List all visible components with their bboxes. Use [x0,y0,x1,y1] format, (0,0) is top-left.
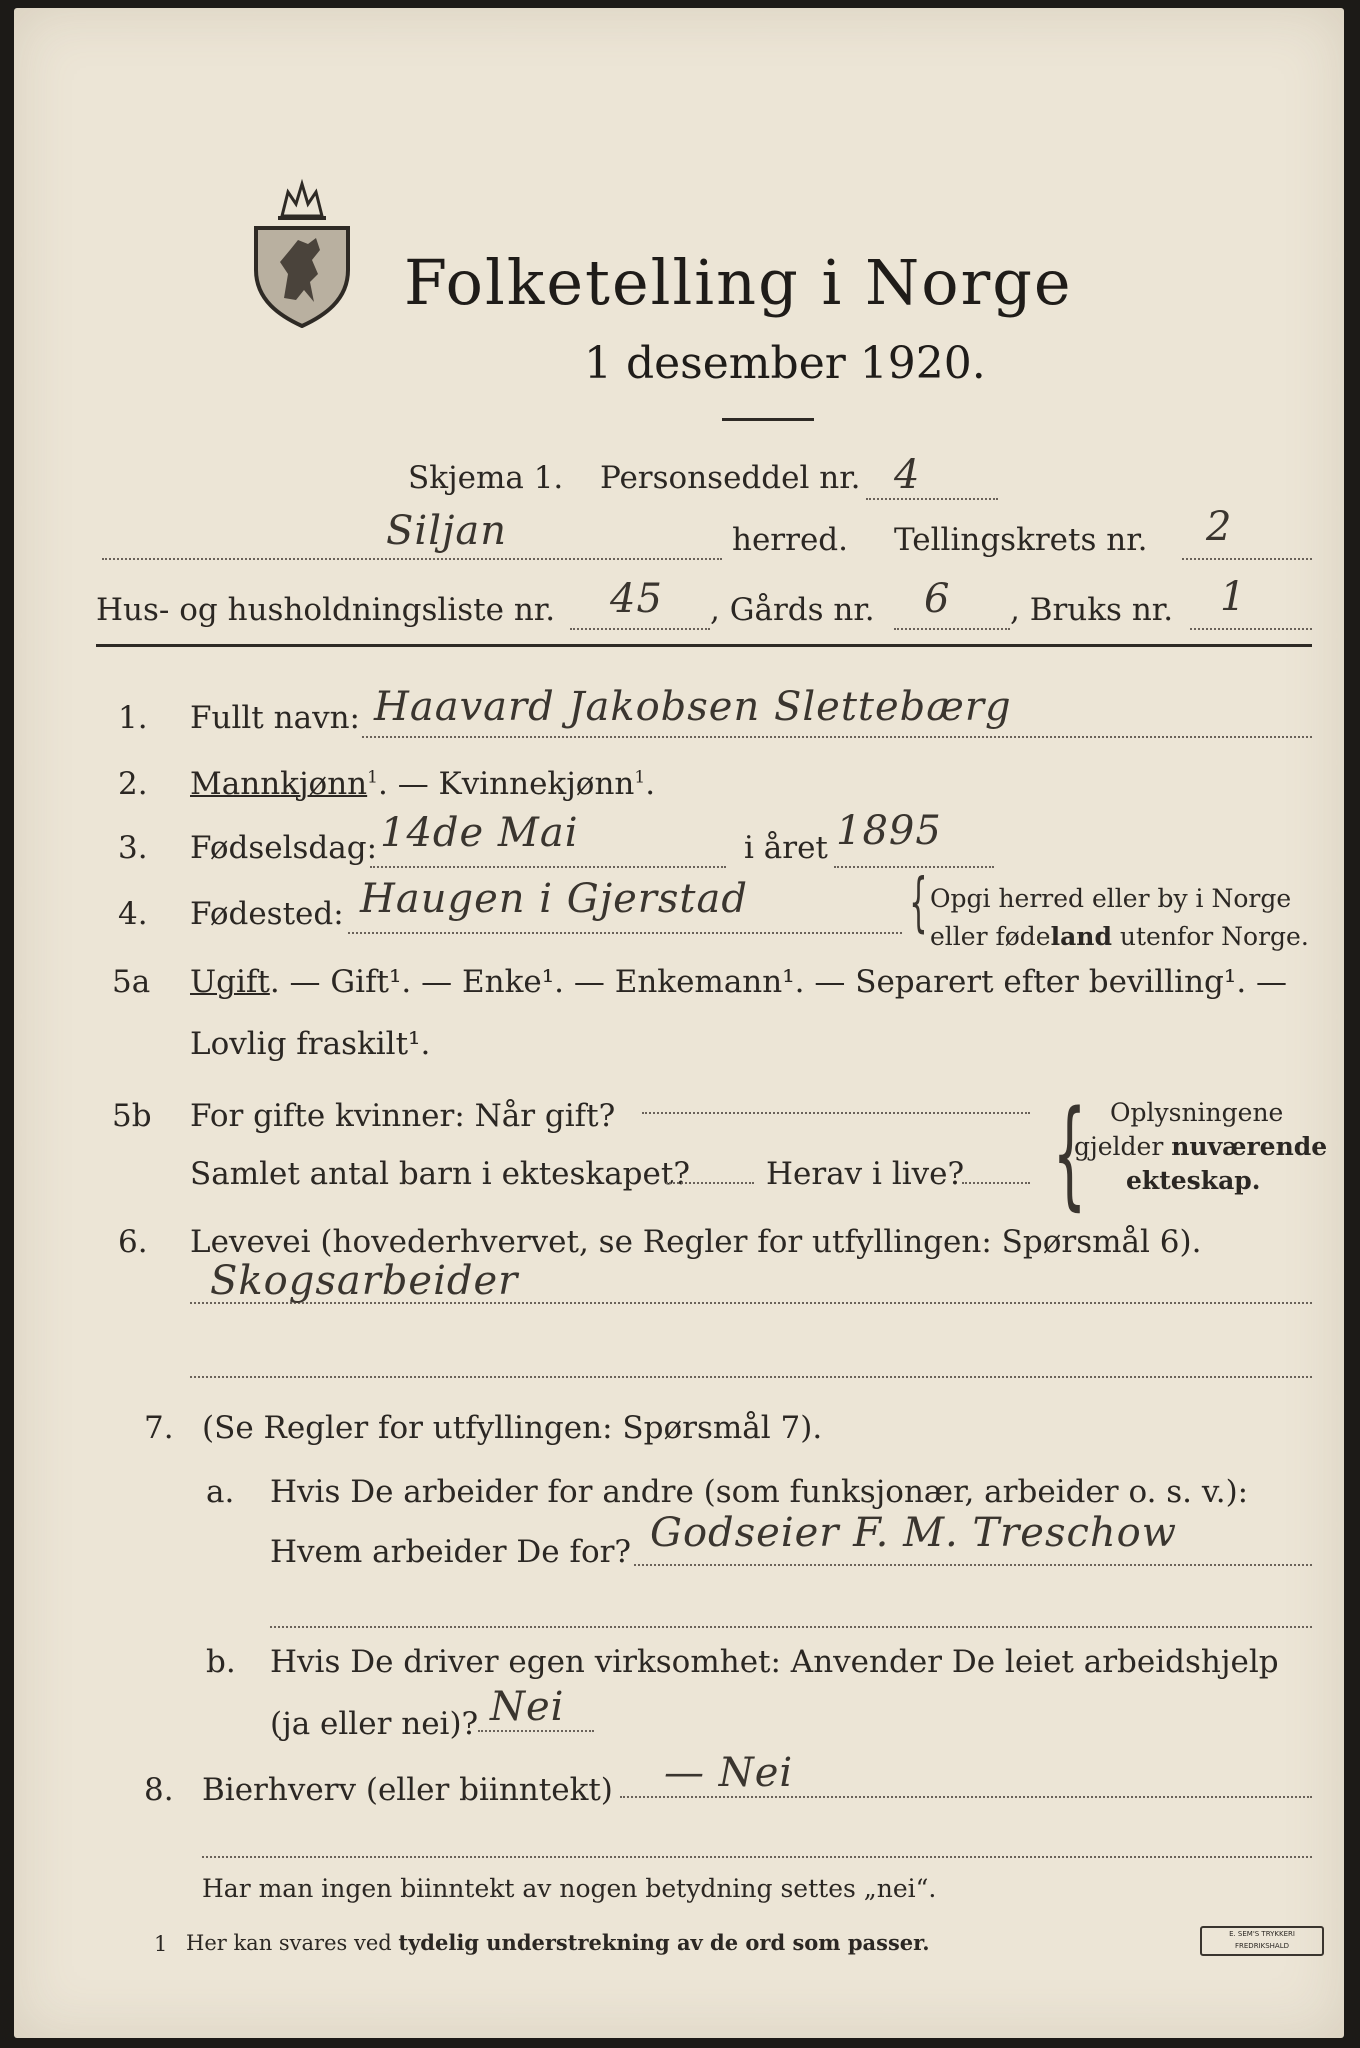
birthplace-dotted-line [348,932,902,934]
husholdningsliste-value[interactable]: 45 [610,576,663,622]
census-form-sheet [14,8,1344,2038]
q8-number: 8. [144,1772,174,1808]
birthplace-note-line1: Opgi herred eller by i Norge [930,884,1292,913]
children-count-label: Samlet antal barn i ekteskapet? [190,1156,690,1192]
employer-value[interactable]: Godseier F. M. Treschow [650,1510,1177,1556]
gender-end: . [645,766,656,802]
marital-fraskilt[interactable]: Lovlig fraskilt¹. [190,1026,431,1062]
birthplace-note-line2: eller fødeland utenfor Norge. [930,922,1309,951]
q7b-letter: b. [206,1644,236,1680]
gender-options [190,766,655,802]
hired-help-value[interactable]: Nei [490,1684,565,1730]
q6-number: 6. [118,1224,148,1260]
q5a-number: 5a [112,964,151,1000]
bruks-value[interactable]: 1 [1220,574,1247,620]
gender-male-footnote-mark: 1 [367,767,378,788]
nei-instruction: Har man ingen biinntekt av nogen betydning settes „nei“. [202,1874,937,1903]
bruks-label: , Bruks nr. [1010,592,1174,628]
q3-number: 3. [118,830,148,866]
gards-label: , Gårds nr. [710,592,875,628]
occupation-dotted-line-2 [190,1376,1312,1378]
title-divider [722,418,814,421]
hired-help-dotted-line [478,1730,594,1732]
gards-value[interactable]: 6 [924,576,951,622]
q4-number: 4. [118,896,148,932]
married-when-label: For gifte kvinner: Når gift? [190,1098,616,1134]
birthday-dotted-line [370,866,726,868]
birth-year-label: i året [744,830,828,866]
q7a-label: Hvis De arbeider for andre (som funksjonær, arbeider o. s. v.): [270,1474,1249,1510]
q1-number: 1. [118,700,148,736]
marriage-note-line1: Oplysningene [1110,1098,1284,1127]
husholdningsliste-dotted-line [570,628,710,630]
full-name-value[interactable]: Haavard Jakobsen Slettebærg [374,684,1012,730]
gender-male[interactable]: Mannkjønn [190,766,368,802]
herred-value[interactable]: Siljan [386,508,507,554]
marital-status-options [190,964,1287,1000]
footnote-mark: 1 [154,1932,168,1956]
tellingskrets-label: Tellingskrets nr. [894,522,1148,558]
skjema-label: Skjema 1. [408,460,564,496]
birth-year-value[interactable]: 1895 [836,808,942,854]
birthplace-label: Fødested: [190,896,344,932]
birthplace-value[interactable]: Haugen i Gjerstad [360,876,748,922]
birthplace-note-brace: { [909,866,928,940]
herred-label: herred. [732,522,848,558]
form-title: Folketelling i Norge [404,246,1073,319]
secondary-income-dotted-line-2 [202,1856,1312,1858]
marital-ugift[interactable]: Ugift [190,964,270,1000]
employer-label: Hvem arbeider De for? [270,1534,632,1570]
printer-stamp: E. SEM'S TRYKKERI FREDRIKSHALD [1200,1926,1324,1956]
birthday-value[interactable]: 14de Mai [380,810,579,856]
married-when-dotted-line [642,1112,1030,1114]
marriage-note-line3: ekteskap. [1126,1166,1261,1195]
q2-number: 2. [118,766,148,802]
gender-female-footnote-mark: 1 [634,767,646,788]
q7-number: 7. [144,1410,174,1446]
full-name-label: Fullt navn: [190,700,360,736]
marital-other-options[interactable]: . — Gift¹. — Enke¹. — Enkemann¹. — Separert efter bevilling¹. — [269,964,1288,1000]
full-name-dotted-line [362,736,1312,738]
marriage-note-line2: gjelder nuværende [1074,1132,1328,1161]
occupation-label: Levevei (hovederhvervet, se Regler for utfyllingen: Spørsmål 6). [190,1224,1202,1260]
personseddel-value[interactable]: 4 [894,452,921,498]
occupation-value[interactable]: Skogsarbeider [210,1258,519,1304]
employer-dotted-line [634,1564,1312,1566]
footnote-text: Her kan svares ved tydelig understrekning av de ord som passer. [186,1930,930,1955]
husholdningsliste-label: Hus- og husholdningsliste nr. [96,592,556,628]
children-count-dotted-line [666,1182,754,1184]
children-alive-dotted-line [962,1182,1030,1184]
tellingskrets-value[interactable]: 2 [1206,504,1233,550]
bruks-dotted-line [1190,628,1312,630]
gender-female[interactable]: Kvinnekjønn [438,766,635,802]
census-date: 1 desember 1920. [584,338,986,389]
header-separator [96,644,1312,647]
q7-label: (Se Regler for utfyllingen: Spørsmål 7). [202,1410,823,1446]
secondary-income-label: Bierhverv (eller biinntekt) [202,1772,613,1808]
norway-coat-of-arms-icon [242,178,362,328]
q7b-label: Hvis De driver egen virksomhet: Anvender De leiet arbeidshjelp [270,1644,1279,1680]
employer-dotted-line-2 [270,1626,1312,1628]
children-alive-label: Herav i live? [766,1156,965,1192]
personseddel-dotted-line [866,498,998,500]
hired-help-label: (ja eller nei)? [270,1706,479,1742]
q7a-letter: a. [206,1474,235,1510]
marriage-note-brace: { [1052,1084,1087,1222]
gender-separator: . — [377,766,439,802]
secondary-income-value[interactable]: — Nei [664,1750,794,1796]
birthday-label: Fødselsdag: [190,830,378,866]
secondary-income-dotted-line [620,1796,1312,1798]
gards-dotted-line [894,628,1010,630]
herred-dotted-line [102,558,722,560]
q5b-number: 5b [112,1098,152,1134]
personseddel-label: Personseddel nr. [600,460,861,496]
tellingskrets-dotted-line [1182,558,1312,560]
